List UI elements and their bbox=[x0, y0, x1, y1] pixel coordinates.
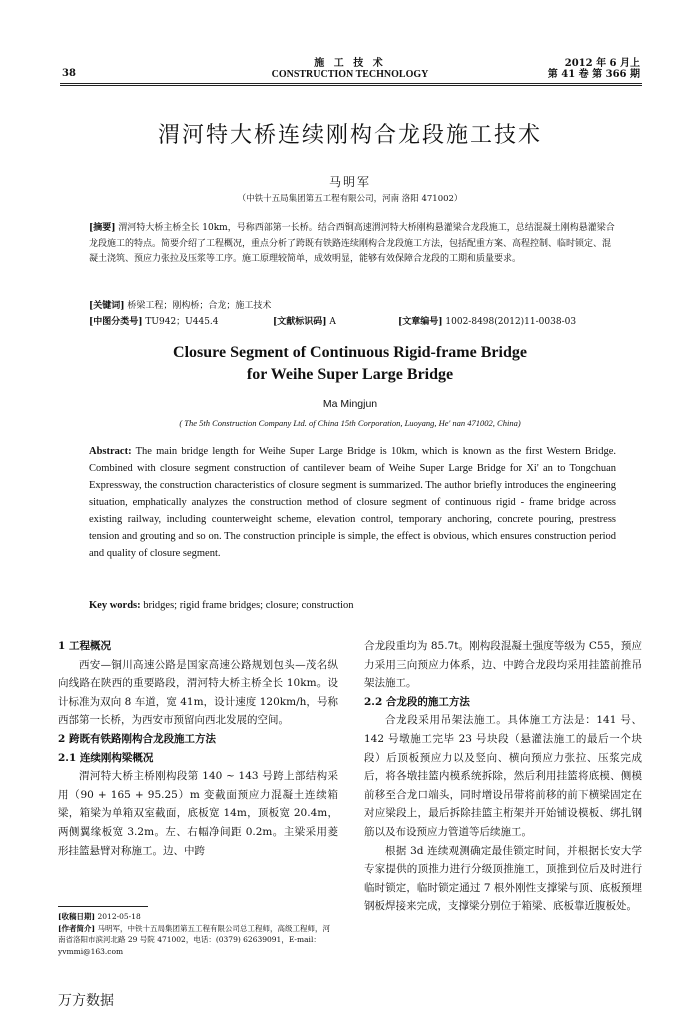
body-left-column bbox=[58, 637, 338, 860]
affiliation-en: ( The 5th Construction Company Ltd. of China 15th Corporation, Luoyang, He' nan 471002, China) bbox=[179, 418, 521, 428]
paragraph: 渭河特大桥主桥刚构段第 140 ~ 143 号跨上部结构采用（90 + 165 + 95.25）m 变截面预应力混凝土连续箱梁，箱梁为单箱双室截面，底板宽 14m，顶板宽 20.4m，两侧翼缘板宽 3.2m。左、右幅净间距 0.2m。主梁采用菱形挂篮悬臂对称施工。边、中跨 bbox=[58, 770, 338, 857]
author-bio bbox=[58, 923, 336, 958]
header-rule-2 bbox=[60, 85, 642, 86]
journal-name-en: CONSTRUCTION TECHNOLOGY bbox=[271, 69, 429, 80]
author-bio-text: 马明军，中铁十五局集团第五工程有限公司总工程师，高级工程师，河南省洛阳市滨河北路 29 号院 471002，电话：(0379) 62639091，E-mail：yvmmi@163.com bbox=[58, 923, 330, 956]
received-value: 2012-05-18 bbox=[97, 912, 141, 921]
abstract-cn-text: 渭河特大桥主桥全长 10km，号称西部第一长桥。结合西铜高速渭河特大桥刚构悬灌梁合龙段施工，总结混凝土刚构悬灌梁合龙段施工的特点。简要介绍了工程概况，重点分析了跨既有铁路连续刚构合龙段施工方法，包括配重方案、高程控制、临时锁定、混凝土浇筑、预应力张拉及压浆等工序。施工原理较简单，成效明显，能够有效保障合龙段的工期和质量要求。 bbox=[89, 223, 615, 264]
received-date bbox=[58, 911, 336, 923]
page-number: 38 bbox=[62, 68, 76, 79]
subsection-heading-2-2: 2.2 合龙段的施工方法 bbox=[364, 695, 470, 708]
journal-name-cn: 施 工 技 术 bbox=[314, 58, 386, 69]
paragraph: 西安—铜川高速公路是国家高速公路规划包头—茂名纵向线路在陕西的重要路段，渭河特大桥主桥全长 10km。设计标准为双向 8 车道，宽 41m，设计速度 120km/h，号称西部第一长桥，为西安市预留向西北发展的空间。 bbox=[58, 658, 338, 727]
clc-text: TU942；U445.4 bbox=[145, 317, 219, 327]
paragraph: 合龙段采用吊架法施工。具体施工方法是：141 号、142 号墩施工完毕 23 号块段（悬灌法施工的最后一个块段）后顶板预应力以及竖向、横向预应力张拉、压浆完成后，将各墩挂篮内模系统拆除，然后利用挂篮将底模、侧模前移至合龙口端头，同时增设吊带将前移的前下横梁固定在对应梁段上，最后拆除挂篮主桁架并开始铺设模板、绑扎钢筋以及布设预应力管道等后续施工。 bbox=[364, 714, 642, 838]
body-right-column bbox=[364, 637, 642, 916]
clc-number bbox=[89, 316, 219, 329]
footnote bbox=[58, 911, 336, 957]
paper-title-en-line2: for Weihe Super Large Bridge bbox=[246, 366, 454, 383]
keywords-cn bbox=[89, 300, 271, 313]
abstract-en-label: Abstract: bbox=[89, 446, 132, 457]
abstract-cn-label: [摘要] bbox=[89, 223, 116, 233]
keywords-en-label: Key words: bbox=[89, 600, 141, 611]
subsection-heading-2-1: 2.1 连续刚构梁概况 bbox=[58, 751, 154, 764]
paragraph: 合龙段重均为 85.7t。刚构段混凝土强度等级为 C55，预应力采用三向预应力体系，边、中跨合龙段均采用挂篮前推吊架法施工。 bbox=[364, 640, 642, 690]
received-label: [收稿日期] bbox=[58, 912, 96, 921]
document-code bbox=[273, 316, 336, 329]
watermark: 万方数据 bbox=[58, 993, 114, 1009]
keywords-en bbox=[89, 600, 616, 611]
doc-code-text: A bbox=[329, 317, 336, 327]
author-cn: 马明军 bbox=[328, 175, 371, 189]
clc-label: [中图分类号] bbox=[89, 317, 143, 327]
abstract-cn bbox=[89, 221, 616, 268]
section-heading-1: 1 工程概况 bbox=[58, 640, 111, 652]
paper-title-cn: 渭河特大桥连续刚构合龙段施工技术 bbox=[157, 123, 542, 148]
article-no-text: 1002-8498(2012)11-0038-03 bbox=[445, 317, 577, 327]
abstract-en-text: The main bridge length for Weihe Super Large Bridge is 10km, which is known as the first Western Bridge. Combined with closure segment construction of cantilever beam of Weihe Super Large Bridge for Xi' an to Tongchuan Expressway, the construction characteristics of closure segment is summarized. The author briefly introduces the engineering situation, emphatically analyzes the construction method of closure segment of continuous rigid - frame bridge across existing railway, including counterweight scheme, elevation control, temporary anchoring, concrete pouring, prestress tension and grouting and so on. The construction principle is simple, the effect is obvious, which ensures construction period and quality of closure segment. bbox=[89, 446, 616, 559]
header-rule bbox=[60, 83, 642, 84]
paper-title-en-line1: Closure Segment of Continuous Rigid-frame Bridge bbox=[173, 344, 527, 361]
volume-issue: 第 41 卷 第 366 期 bbox=[547, 69, 640, 80]
issue-date: 2012 年 6 月上 bbox=[564, 58, 640, 69]
author-bio-label: [作者简介] bbox=[58, 923, 96, 933]
paragraph: 根据 3d 连续观测确定最佳锁定时间，并根据长安大学专家提供的顶推力进行分级顶推施工，顶推到位后及时进行临时锁定，临时锁定通过 7 根外刚性支撑梁与顶、底板预埋钢板焊接来完成，支撑梁分别位于箱梁、底板靠近腹板处。 bbox=[364, 844, 642, 913]
author-en: Ma Mingjun bbox=[322, 398, 378, 410]
article-no-label: [文章编号] bbox=[398, 317, 443, 327]
section-heading-2: 2 跨既有铁路刚构合龙段施工方法 bbox=[58, 732, 216, 745]
doc-code-label: [文献标识码] bbox=[273, 317, 327, 327]
abstract-en bbox=[89, 443, 616, 562]
keywords-cn-label: [关键词] bbox=[89, 301, 125, 311]
affiliation-cn: （中铁十五局集团第五工程有限公司，河南 洛阳 471002） bbox=[237, 194, 463, 204]
article-number bbox=[398, 316, 576, 329]
keywords-en-text: bridges; rigid frame bridges; closure; construction bbox=[143, 600, 354, 611]
keywords-cn-text: 桥梁工程；刚构桥；合龙；施工技术 bbox=[127, 301, 272, 311]
footnote-rule bbox=[58, 906, 148, 907]
